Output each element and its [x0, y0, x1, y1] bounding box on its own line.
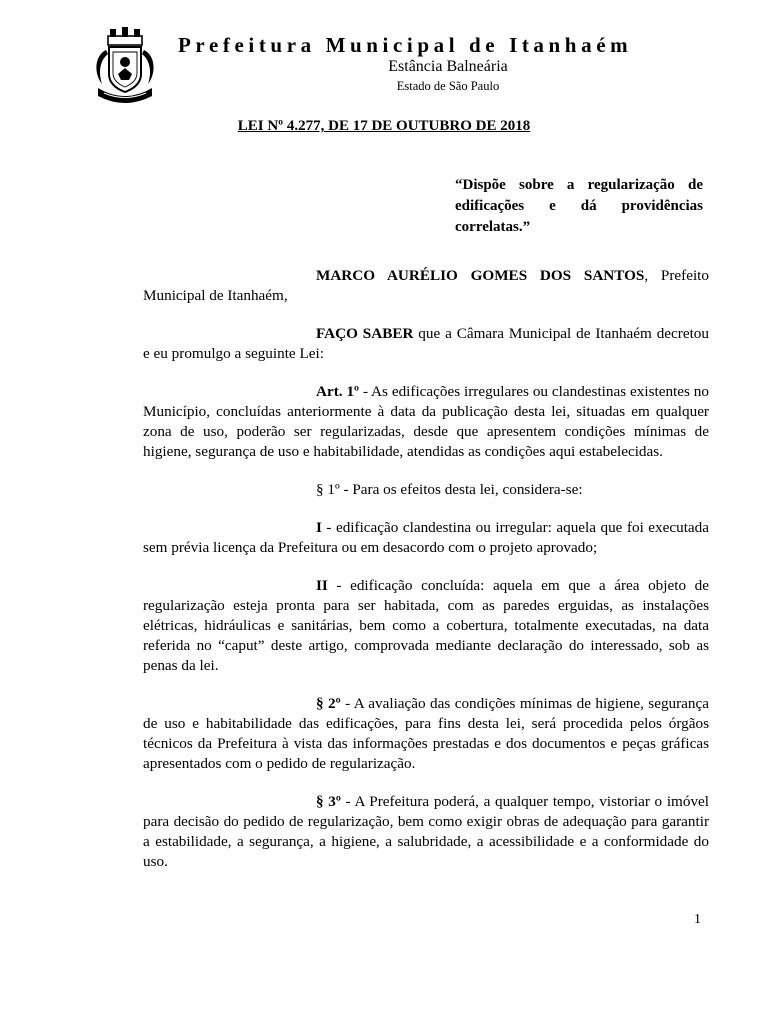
paragraph-text: § 1º - Para os efeitos desta lei, considera-se:	[316, 481, 583, 498]
paragraph-text: - As edificações irregulares ou clandestinas existentes no Município, concluídas anteriormente à data da publicação desta lei, situadas em qualquer zona de uso, poderão ser regularizadas, desde que apresentem condições mínimas de higiene, segurança de uso e habitabilidade, atendidas as condições aqui estabelecidas.	[143, 383, 709, 460]
paragraph-lead: Art. 1º	[316, 383, 360, 400]
paragraph-text: , Prefeito Municipal de Itanhaém,	[143, 267, 709, 304]
state-name: Estado de São Paulo	[396, 79, 500, 93]
paragraph-text: - A Prefeitura poderá, a qualquer tempo, vistoriar o imóvel para decisão do pedido de regularização, bem como exigir obras de adequação para garantir a estabilidade, a segurança, a higiene, a salubridade, a acessibilidade e a conformidade do uso.	[143, 793, 709, 870]
page-number: 1	[694, 912, 701, 927]
paragraph-text: - edificação concluída: aquela em que a área objeto de regularização esteja pronta para ser habitada, com as paredes erguidas, as instalações elétricas, hidráulicas e sanitárias, bem como a cobertura, totalmente executadas, na data referida no “caput” deste artigo, comprovada mediante declaração do interessado, sob as penas da lei.	[143, 577, 709, 674]
municipality-title: Prefeitura Municipal de Itanhaém	[178, 33, 633, 57]
body-paragraph	[143, 324, 709, 364]
paragraph-lead: II	[316, 577, 328, 594]
paragraph-text: que a Câmara Municipal de Itanhaém decretou e eu promulgo a seguinte Lei:	[143, 325, 709, 362]
paragraph-lead: I	[316, 519, 322, 536]
paragraph-text: - A avaliação das condições mínimas de higiene, segurança de uso e habitabilidade das edificações, para fins desta lei, será procedida pelos órgãos técnicos da Prefeitura à vista das informações prestadas e dos documentos e peças gráficas apresentados com o pedido de regularização.	[143, 695, 710, 772]
body-paragraph	[143, 382, 709, 462]
paragraph-lead: § 3º	[316, 793, 341, 810]
body-paragraph	[143, 694, 709, 774]
paragraph-lead: § 2º	[316, 695, 341, 712]
paragraph-text: - edificação clandestina ou irregular: aquela que foi executada sem prévia licença da Prefeitura ou em desacordo com o projeto aprovado;	[143, 519, 709, 556]
municipality-subtitle: Estância Balneária	[388, 58, 508, 75]
body-paragraph	[143, 518, 709, 558]
law-body	[143, 266, 709, 890]
body-paragraph	[143, 792, 709, 872]
body-paragraph	[143, 266, 709, 306]
body-paragraph	[143, 576, 709, 676]
paragraph-lead: FAÇO SABER	[316, 325, 414, 342]
paragraph-lead: MARCO AURÉLIO GOMES DOS SANTOS	[316, 267, 645, 284]
law-summary: “Dispõe sobre a regularização de edificações e dá providências correlatas.”	[455, 177, 703, 235]
law-title: LEI Nº 4.277, DE 17 DE OUTUBRO DE 2018	[237, 118, 531, 134]
body-paragraph	[143, 480, 709, 500]
